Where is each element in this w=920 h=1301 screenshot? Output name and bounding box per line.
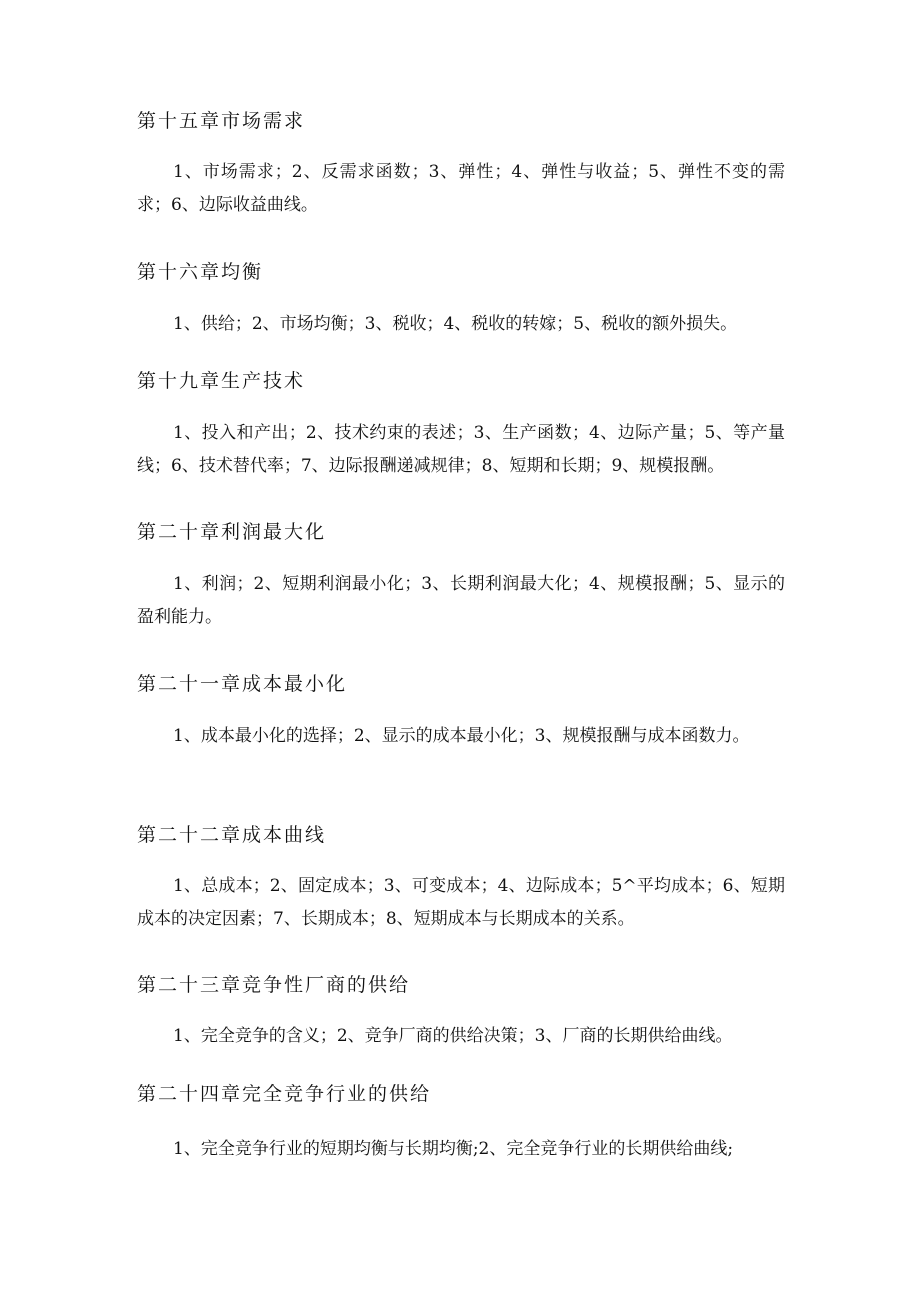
chapter-23-title: 第二十三章竞争性厂商的供给 [137,974,411,996]
chapter-24-title: 第二十四章完全竞争行业的供给 [137,1083,432,1105]
chapter-19-topics: 1、投入和产出；2、技术约束的表述；3、生产函数；4、边际产量；5、等产量线；6、技术替代率；7、边际报酬递减规律；8、短期和长期；9、规模报酬。 [137,423,785,476]
chapter-22-topics: 1、总成本；2、固定成本；3、可变成本；4、边际成本；5^平均成本；6、短期成本的决定因素；7、长期成本；8、短期成本与长期成本的关系。 [137,876,785,929]
chapter-15-topics: 1、市场需求；2、反需求函数；3、弹性；4、弹性与收益；5、弹性不变的需求；6、边际收益曲线。 [137,162,785,215]
chapter-20-topics: 1、利润；2、短期利润最小化；3、长期利润最大化；4、规模报酬；5、显示的盈利能力。 [137,574,785,627]
chapter-16-title: 第十六章均衡 [137,261,264,283]
chapter-21-topics: 1、成本最小化的选择；2、显示的成本最小化；3、规模报酬与成本函数力。 [173,726,750,746]
chapter-20-title: 第二十章利润最大化 [137,521,327,543]
chapter-24-topics: 1、完全竞争行业的短期均衡与长期均衡;2、完全竞争行业的长期供给曲线; [173,1139,734,1159]
chapter-16-topics: 1、供给；2、市场均衡；3、税收；4、税收的转嫁；5、税收的额外损失。 [173,314,738,334]
chapter-15-title: 第十五章市场需求 [137,110,306,132]
chapter-22-title: 第二十二章成本曲线 [137,824,327,846]
chapter-21-title: 第二十一章成本最小化 [137,673,348,695]
chapter-23-topics: 1、完全竞争的含义；2、竞争厂商的供给决策；3、厂商的长期供给曲线。 [173,1026,733,1046]
chapter-19-title: 第十九章生产技术 [137,370,306,392]
